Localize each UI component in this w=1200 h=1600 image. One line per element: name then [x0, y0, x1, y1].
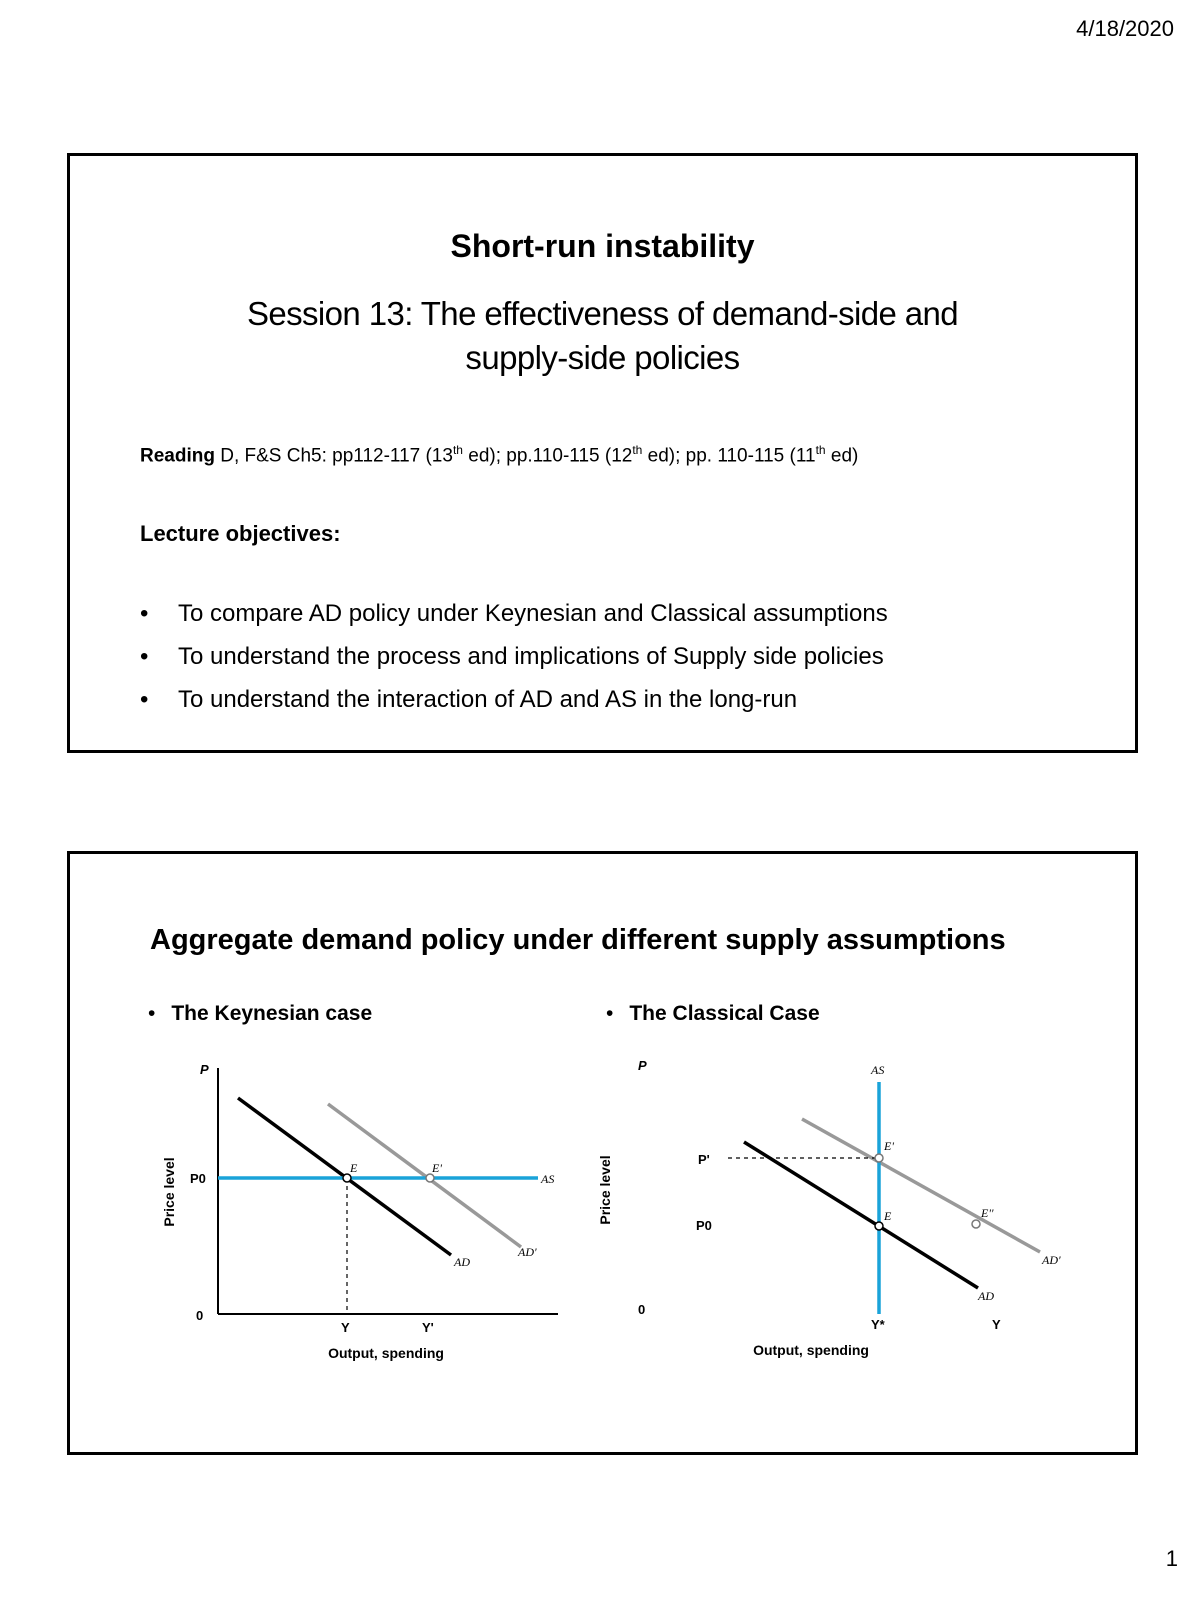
- slide-1-subtitle: [70, 292, 1135, 380]
- slide-2-title: Aggregate demand policy under different supply assumptions: [150, 924, 1006, 956]
- bullet-icon: •: [606, 1002, 614, 1025]
- bullet-icon: •: [140, 686, 149, 713]
- x-tick-y: Y: [341, 1320, 350, 1335]
- reading-text-2: ed); pp.110-115 (12: [462, 445, 633, 467]
- reading-reference: [140, 443, 858, 467]
- classical-chart: [597, 1052, 1061, 1382]
- bullet-icon: •: [148, 1002, 156, 1025]
- as-label: AS: [871, 1063, 885, 1077]
- x-axis-symbol: Y: [992, 1317, 1001, 1332]
- x-tick-y-star: Y*: [871, 1317, 885, 1332]
- keynesian-case-text: The Keynesian case: [171, 1002, 373, 1025]
- list-item: [132, 641, 888, 684]
- y-tick-p0: P0: [190, 1171, 206, 1186]
- reading-sup-2: th: [632, 443, 643, 457]
- origin-label: 0: [196, 1308, 204, 1323]
- header-date: 4/18/2020: [1076, 16, 1174, 41]
- objective-text: To understand the process and implications of Supply side policies: [178, 643, 884, 670]
- slide-1: [67, 153, 1138, 753]
- ad-prime-curve: [328, 1104, 521, 1247]
- ad-label: AD: [978, 1289, 994, 1303]
- ad-prime-curve: [802, 1119, 1040, 1252]
- point-e-prime: [875, 1154, 883, 1162]
- page-number: 1: [1165, 1546, 1178, 1571]
- subtitle-line-1: Session 13: The effectiveness of demand-side and: [246, 295, 959, 332]
- point-e: [343, 1174, 351, 1182]
- y-axis-label: Price level: [161, 1157, 177, 1227]
- as-label: AS: [541, 1172, 555, 1186]
- y-tick-p-prime: P': [698, 1152, 710, 1167]
- point-e-label: E: [350, 1161, 358, 1175]
- reading-sup-1: th: [452, 443, 463, 457]
- keynesian-case-label: [148, 1002, 372, 1026]
- objectives-heading: Lecture objectives:: [140, 521, 341, 546]
- y-axis-label: Price level: [597, 1155, 613, 1225]
- objective-text: To compare AD policy under Keynesian and Classical assumptions: [178, 600, 888, 627]
- y-axis-symbol: P: [200, 1062, 209, 1077]
- origin-label: 0: [638, 1302, 646, 1317]
- y-axis-symbol: P: [638, 1058, 647, 1073]
- slide-1-title: Short-run instability: [450, 228, 755, 264]
- ad-curve: [744, 1142, 978, 1288]
- objective-text: To understand the interaction of AD and AS in the long-run: [178, 686, 798, 713]
- objectives-list: [132, 598, 888, 727]
- bullet-icon: •: [140, 643, 149, 670]
- reading-text-4: ed): [825, 445, 859, 467]
- slide-2: [67, 851, 1138, 1455]
- ad-prime-label: AD': [518, 1245, 537, 1259]
- point-e-prime-label: E': [432, 1161, 442, 1175]
- bullet-icon: •: [140, 600, 149, 627]
- point-e: [875, 1222, 883, 1230]
- point-e-double-prime-label: E'': [981, 1206, 994, 1220]
- x-axis-label: Output, spending: [328, 1345, 444, 1361]
- reading-sup-3: th: [815, 443, 826, 457]
- point-e-prime-label: E': [884, 1139, 894, 1153]
- classical-case-label: [606, 1002, 820, 1026]
- ad-label: AD: [454, 1255, 470, 1269]
- reading-label: Reading: [140, 445, 215, 467]
- keynesian-chart: [148, 1052, 568, 1382]
- x-tick-y-prime: Y': [422, 1320, 434, 1335]
- point-e-label: E: [884, 1209, 892, 1223]
- classical-case-text: The Classical Case: [629, 1002, 820, 1025]
- point-e-double-prime: [972, 1220, 980, 1228]
- reading-text-3: ed); pp. 110-115 (11: [642, 445, 816, 467]
- list-item: [132, 684, 888, 727]
- subtitle-line-2: supply-side policies: [465, 339, 740, 376]
- y-tick-p0: P0: [696, 1218, 712, 1233]
- list-item: [132, 598, 888, 641]
- ad-prime-label: AD': [1042, 1253, 1061, 1267]
- point-e-prime: [426, 1174, 434, 1182]
- x-axis-label: Output, spending: [753, 1342, 869, 1358]
- reading-text-1: D, F&S Ch5: pp112-117 (13: [220, 445, 453, 467]
